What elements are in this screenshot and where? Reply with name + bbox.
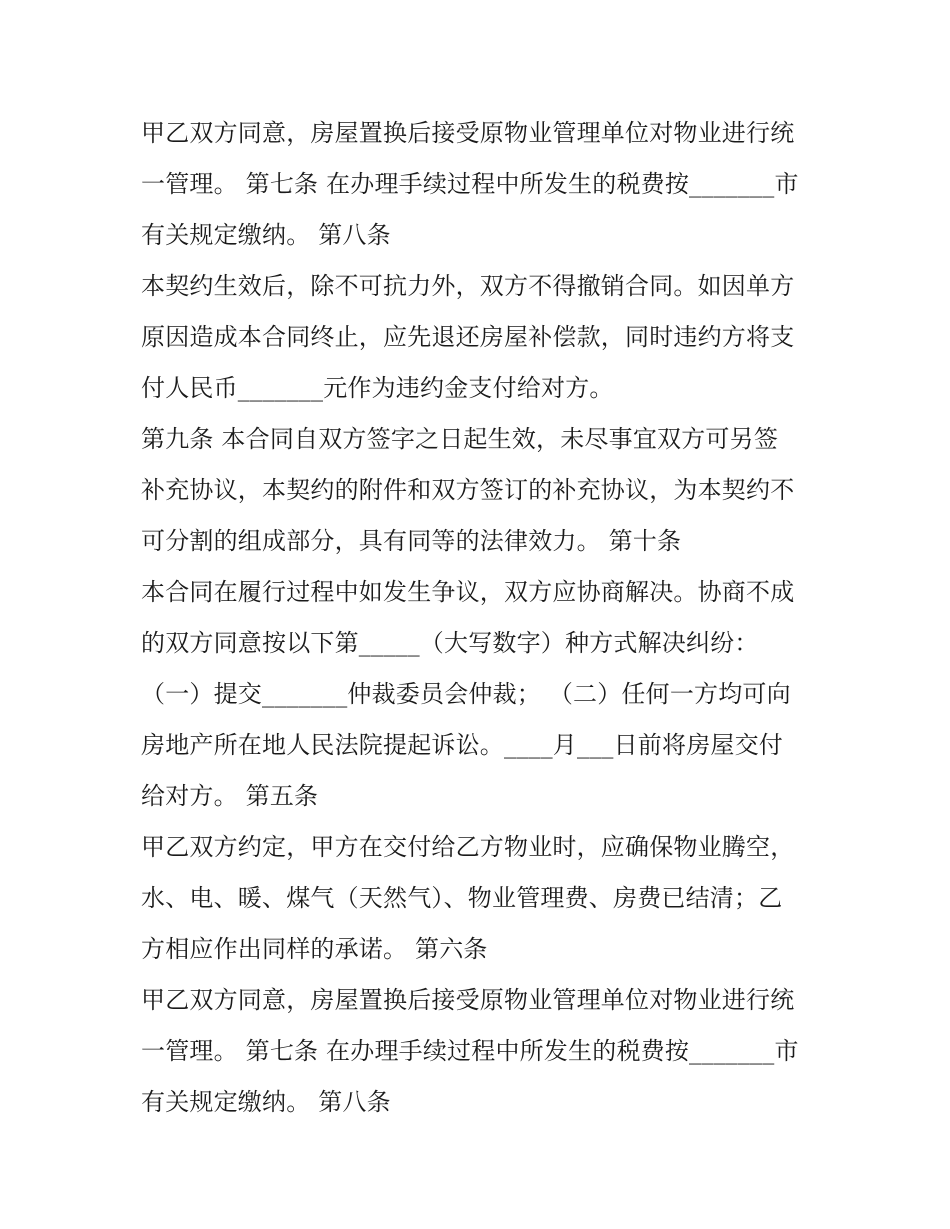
text-line: 本合同在履行过程中如发生争议，双方应协商解决。协商不成	[141, 578, 795, 606]
text-line: 方相应作出同样的承诺。 第六条	[141, 935, 488, 963]
text-line: 原因造成本合同终止，应先退还房屋补偿款，同时违约方将支	[141, 323, 795, 351]
text-line: 给对方。 第五条	[141, 782, 319, 810]
text-line: 补充协议，本契约的附件和双方签订的补充协议，为本契约不	[141, 476, 795, 504]
text-line: 有关规定缴纳。 第八条	[141, 1088, 391, 1116]
text-line: 第九条 本合同自双方签字之日起生效，未尽事宜双方可另签	[141, 425, 779, 453]
text-line: 甲乙双方同意，房屋置换后接受原物业管理单位对物业进行统	[141, 986, 795, 1014]
text-line: 的双方同意按以下第_____（大写数字）种方式解决纠纷：	[141, 629, 759, 657]
text-line: （一）提交_______仲裁委员会仲裁； （二）任何一方均可向	[141, 680, 791, 708]
text-line: 甲乙双方同意，房屋置换后接受原物业管理单位对物业进行统	[141, 119, 795, 147]
text-line: 有关规定缴纳。 第八条	[141, 221, 391, 249]
document-body	[141, 108, 821, 1128]
text-line: 本契约生效后，除不可抗力外，双方不得撤销合同。如因单方	[141, 272, 795, 300]
text-line: 一管理。 第七条 在办理手续过程中所发生的税费按_______市	[141, 170, 799, 198]
text-line: 付人民币_______元作为违约金支付给对方。	[141, 374, 614, 402]
text-line: 水、电、暖、煤气（天然气）、物业管理费、房费已结清；乙	[141, 884, 783, 912]
text-line: 房地产所在地人民法院提起诉讼。____月___日前将房屋交付	[141, 731, 783, 759]
text-line: 甲乙双方约定，甲方在交付给乙方物业时，应确保物业腾空，	[141, 833, 795, 861]
text-line: 可分割的组成部分，具有同等的法律效力。 第十条	[141, 527, 682, 555]
text-line: 一管理。 第七条 在办理手续过程中所发生的税费按_______市	[141, 1037, 799, 1065]
